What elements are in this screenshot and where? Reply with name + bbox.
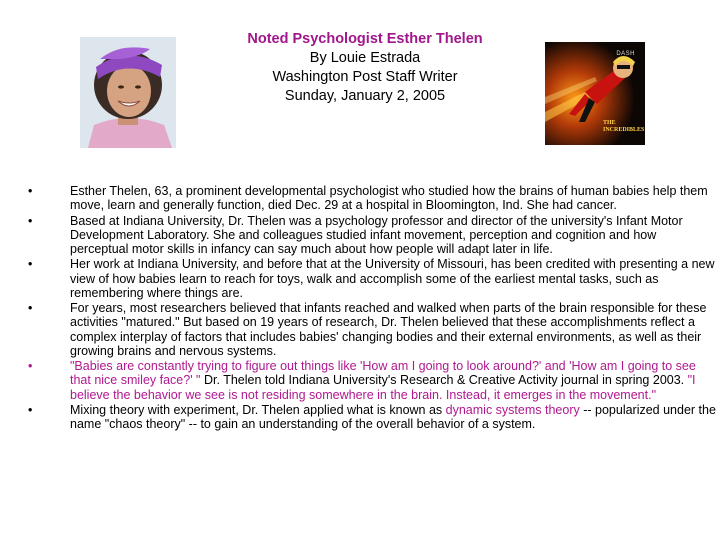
- bullet-text: Mixing theory with experiment, Dr. Thelen applied what is known as: [70, 402, 446, 417]
- bullet-icon: •: [28, 213, 33, 228]
- bullet-item: [28, 301, 718, 358]
- bullet-item: [28, 184, 718, 212]
- bullet-text: Dr. Thelen told Indiana University's Research & Creative Activity journal in spring 2003.: [200, 373, 688, 388]
- poster-logo: THE INCREDIBLES: [603, 120, 645, 133]
- bullet-icon: •: [28, 184, 33, 198]
- bullet-item-quote: [28, 359, 718, 402]
- bullet-icon: •: [28, 257, 33, 272]
- bullet-icon: •: [28, 301, 33, 316]
- bullet-icon: •: [28, 359, 33, 374]
- incredibles-poster: [545, 42, 645, 145]
- poster-character-label: DASH: [616, 51, 635, 57]
- bullet-item: [28, 214, 718, 257]
- bullet-text: For years, most researchers believed that infants reached and walked when parts of the brain responsible for these activities "matured." But based on 19 years of research, Dr. Thelen believed that these accomplishments reflect a complex interplay of factors that includes babies' changing bodies and their external environments, as well as their growing brains and nervous systems.: [70, 301, 707, 358]
- esther-thelen-photo: [80, 37, 176, 148]
- quote-text: "Babies are constantly trying to figure out things like 'How am I going to look around?' and 'How am I going to see that nice smiley face?' ": [70, 359, 696, 388]
- byline: By Louie Estrada: [309, 50, 421, 66]
- bullet-icon: •: [28, 402, 33, 417]
- affiliation: Washington Post Staff Writer: [272, 69, 458, 85]
- bullet-text: -- popularized under the name "chaos theory" -- to gain an understanding of the overall behavior of a system.: [70, 402, 716, 432]
- bullet-item: [28, 403, 718, 431]
- bullet-text: Her work at Indiana University, and before that at the University of Missouri, has been credited with presenting a new view of how babies learn to reach for toys, walk and accomplish some of the earliest mental tasks, such as remembering where things are.: [70, 257, 715, 300]
- quote-text: "I believe the behavior we see is not residing somewhere in the brain. Instead, it emerges in the movement.": [70, 373, 696, 402]
- publication-date: Sunday, January 2, 2005: [284, 88, 446, 104]
- article-bullets: [28, 184, 718, 433]
- bullet-text: Based at Indiana University, Dr. Thelen was a psychology professor and director of the university's Infant Motor Development Laboratory. She and colleagues studied infant movement, perception and cognition and how perceptual motor skills in infancy can say much about how people will adapt later in life.: [70, 213, 683, 256]
- article-title: Noted Psychologist Esther Thelen: [247, 31, 483, 47]
- portrait-image: [80, 37, 176, 148]
- bullet-text: Esther Thelen, 63, a prominent developmental psychologist who studied how the brains of human babies help them move, learn and generally function, died Dec. 29 at a hospital in Bloomington, Ind. She had cancer.: [70, 184, 708, 213]
- bullet-item: [28, 257, 718, 300]
- header: [200, 30, 530, 106]
- highlight-term: dynamic systems theory: [445, 402, 580, 417]
